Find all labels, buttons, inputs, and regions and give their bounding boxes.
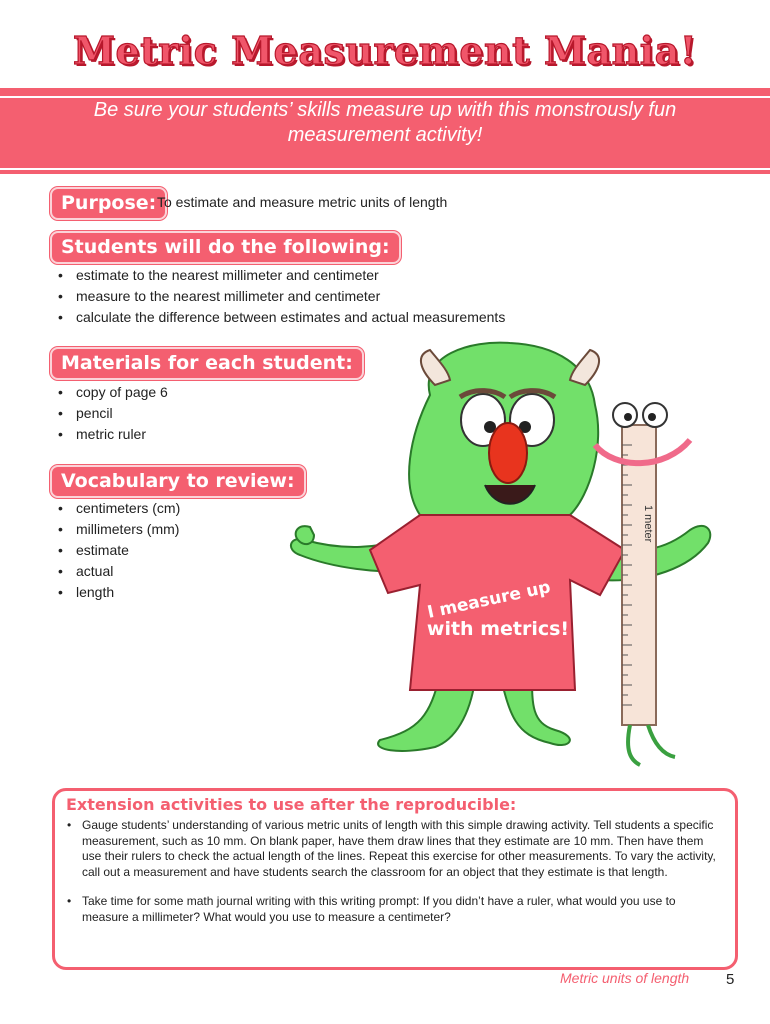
extension-list xyxy=(66,818,716,939)
list-item: • Gauge students’ understanding of various metric units of length with this simple drawing activity. Tell students a specific measurement, such as 10 mm. On blank paper, have them draw lines that they estimate are 10 mm. Then have them use their rulers to check the actual length of the lines. Repeat this exercise for other measurements. To vary the activity, call out a measurement and have students search the classroom for an object that they estimate is that length. xyxy=(66,818,716,880)
list-item: • centimeters (cm) xyxy=(56,498,180,519)
list-item: • pencil xyxy=(56,403,168,424)
list-item: • calculate the difference between estimates and actual measurements xyxy=(56,307,505,328)
footer-section-label: Metric units of length xyxy=(560,970,690,986)
materials-list xyxy=(56,382,168,445)
list-item: • millimeters (mm) xyxy=(56,519,180,540)
list-item: • Take time for some math journal writing with this writing prompt: If you didn’t have a ruler, what would you use to measure a millimeter? What would you use to measure a centimeter? xyxy=(66,894,716,925)
vocabulary-list xyxy=(56,498,180,603)
list-item: • estimate to the nearest millimeter and centimeter xyxy=(56,265,505,286)
shirt-text-line1: I measure up xyxy=(425,577,553,623)
list-item: • length xyxy=(56,582,180,603)
extension-heading: Extension activities to use after the reproducible: xyxy=(66,795,517,814)
shirt-text-line2: with metrics! xyxy=(426,618,570,640)
monster-illustration xyxy=(270,335,750,775)
page-number: 5 xyxy=(726,971,735,988)
vocabulary-heading: Vocabulary to review: xyxy=(50,465,306,498)
materials-heading: Materials for each student: xyxy=(50,347,364,380)
students-heading: Students will do the following: xyxy=(50,231,401,264)
students-list xyxy=(56,265,505,328)
list-item: • measure to the nearest millimeter and centimeter xyxy=(56,286,505,307)
list-item: • estimate xyxy=(56,540,180,561)
list-item: • actual xyxy=(56,561,180,582)
ruler-label: 1 meter xyxy=(642,505,654,543)
page-title: Metric Measurement Mania! xyxy=(72,28,698,73)
list-item: • metric ruler xyxy=(56,424,168,445)
purpose-text: To estimate and measure metric units of length xyxy=(157,194,448,210)
list-item: • copy of page 6 xyxy=(56,382,168,403)
purpose-heading: Purpose: xyxy=(50,187,167,220)
subtitle-text: Be sure your students’ skills measure up with this monstrously fun measurement activity! xyxy=(93,99,677,146)
